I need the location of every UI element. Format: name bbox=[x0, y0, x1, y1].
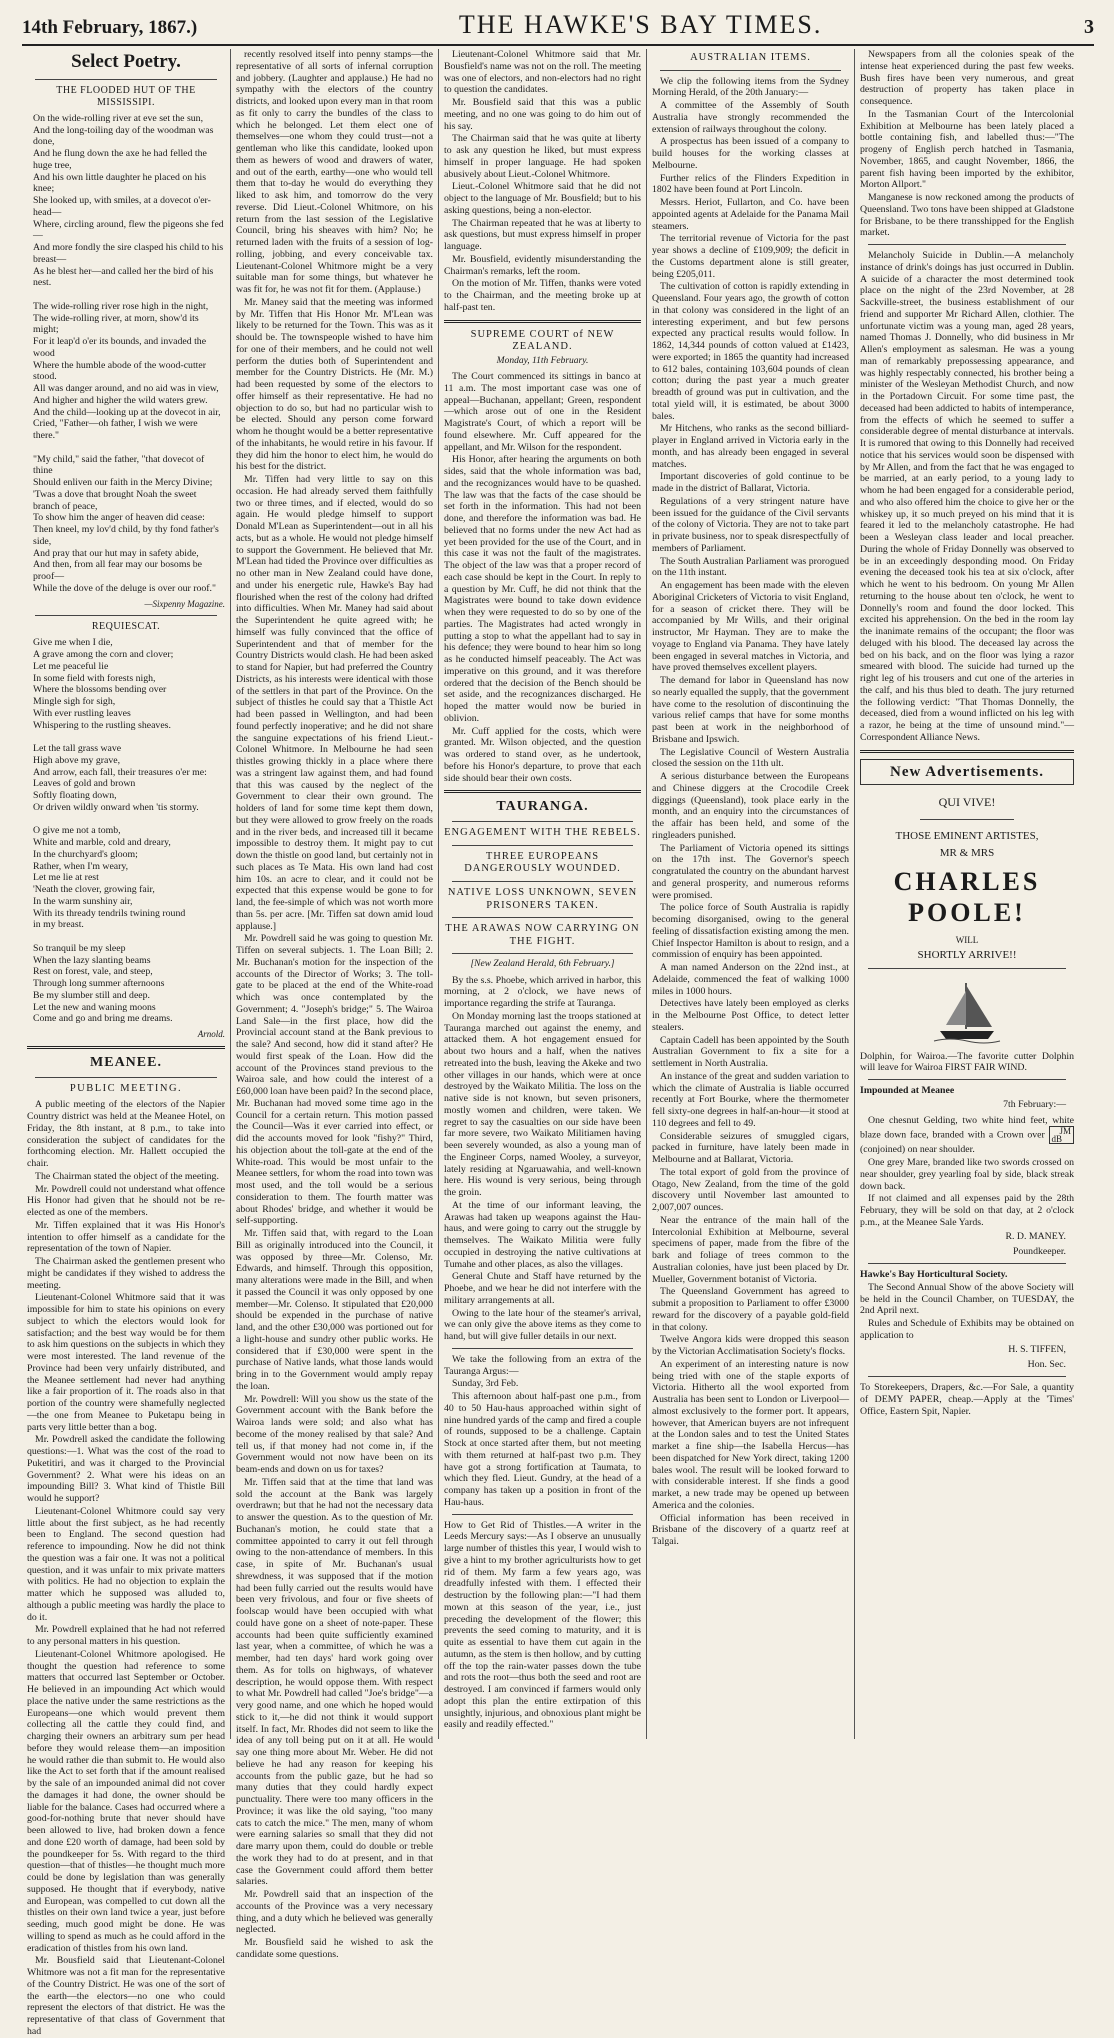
australian-item: A man named Anderson on the 22nd inst., at Adelaide, commenced the feat of walking 1000 miles in 1000 hours. bbox=[652, 962, 849, 997]
meeting-paragraph: Lieut.-Colonel Whitmore said that he did not object to the language of Mr. Bousfield; but to his asking questions, being a non-elector. bbox=[444, 181, 641, 216]
australian-item: Mr Hitchens, who ranks as the second billiard-player in England arrived in Victoria early in the month, and has already been engaged in several matches. bbox=[652, 423, 849, 470]
impounded-ad-item-1-text: One chesnut Gelding, two white hind feet, white blaze down face, branded with a Crown over bbox=[860, 1114, 1074, 1141]
colonial-news-item: Manganese is now reckoned among the products of Queensland. Two tons have been shipped at Gladstone for Brisbane, to be there transshipped for the English market. bbox=[860, 192, 1074, 239]
tauranga-subheading-2: THREE EUROPEANS DANGEROUSLY WOUNDED. bbox=[464, 850, 621, 875]
tauranga-source: [New Zealand Herald, 6th February.] bbox=[470, 959, 615, 970]
australian-item: Messrs. Heriot, Fullarton, and Co. have been appointed agents at Adelaide for the Panama Mail steamers. bbox=[652, 197, 849, 232]
meeting-paragraph: Lieutenant-Colonel Whitmore could say very little about the first subject, as he had recently been to England. The second question had reference to impounding. Now he did not think the question was a fair one. It was not a political question, and it was unfair to mix private matters with politics. He had no objection to explain the matter which he supposed was alluded to, although a public meeting was hardly the place to do it. bbox=[27, 1505, 225, 1623]
australian-items-heading: AUSTRALIAN ITEMS. bbox=[690, 52, 811, 63]
meeting-paragraph: Mr. Bousfield said he wished to ask the candidate some questions. bbox=[236, 1937, 433, 1960]
australian-item: Further relics of the Flinders Expedition in 1802 have been found at Port Lincoln. bbox=[652, 172, 849, 196]
meanee-heading: MEANEE. bbox=[90, 1054, 162, 1070]
australian-item: The Parliament of Victoria opened its sittings on the 17th inst. The Governor's speech congratulated the country on the abundant harvest and general prosperity, and numerous reforms were promised. bbox=[652, 842, 849, 901]
argus-paragraph: This afternoon about half-past one p.m., from 40 to 50 Hau-haus approached within sight of nine hundred yards of the camp and fired a couple of rounds, supposed to be a challenge. Captain Stock at once started after them, but not meeting with them returned at half-past two p.m. They have got a strong fortification at Taumata, to which they fled. Lieut. Gundry, at the head of a company has taken up a position in front of the Hau-haus. bbox=[444, 1391, 641, 1508]
tauranga-paragraph: By the s.s. Phoebe, which arrived in harbor, this morning, at 2 o'clock, we have news of importance regarding the strife at Tauranga. bbox=[444, 974, 641, 1010]
meeting-paragraph: A public meeting of the electors of the Napier Country district was held at the Meanee Hotel, on Friday, the 8th instant, at 8 p.m., to take into consideration the subject of candidates for the forthcoming election. Mr. Hallett occupied the chair. bbox=[27, 1099, 225, 1170]
meeting-paragraph: Mr. Powdrell explained that he had not referred to any personal matters in his question. bbox=[27, 1624, 225, 1648]
dolphin-ad: Dolphin, for Wairoa.—The favorite cutter Dolphin will leave for Wairoa FIRST FAIR WIND. bbox=[860, 1050, 1074, 1074]
court-paragraph: His Honor, after hearing the arguments on both sides, said that the whole information was bad, and the recognizances would have to be quashed. The law was that the facts of the case should be set forth in the information. This had not been done, and therefore the information was bad. He believed that no forms under the new Act had as yet been provided for the use of the Court, and in this case it was not the fault of the magistrates. The object of the law was that a proper record of each case should be kept in the Court. In reply to a question by Mr. Cuff, he did not think that the Magistrates were bound to take down evidence when they were requested to do so by one of the parties. The Magistrates had acted wrongly in putting a stop to what the appellant had to say in his defence; they were bound to hear him so long as he conducted himself peaceably. The Act was imperative on this ground, and it was therefore ordered that the decision of the Bench should be set aside, and the recognizances discharged. He hoped the matter would now be buried in oblivion. bbox=[444, 454, 641, 724]
suicide-article: Melancholy Suicide in Dublin.—A melancholy instance of drink's doings has just occurred in Dublin. A suicide of a character the most determined took place on the night of the 23rd November, at 28 Sackville-street, the business establishment of our friend and supporter Mr Richard Allen, clothier. The unfortunate victim was a young man, aged 28 years, named Thomas J. Donnelly, who did business in Mr Allen's employment as salesman. He was a young man of remarkably prepossessing appearance, and was highly respectably connected, his brother being a minister of the Wesleyan Methodist Church, and now in the Portadown Circuit. For some time past, the deceased had been addicted to habits of intemperance, from the effects of which he seemed to suffer a considerable degree of mental disturbance at intervals. It is rumored that owing to this Donnelly had received notice that his services would soon be dispensed with by Mr Allen, and from the fact that he was engaged to be married, at an early period, to a young lady to whom he had been engaged for a considerable period, and who also offered him the choice to give her or the whiskey up, it so much preyed on his mind that it is feared it led to the melancholy catastrophe. He had been a Wesleyan class leader and local preacher. During the whole of Friday Donnelly was observed to be in an exceedingly desponding mood. On Friday evening the deceased took his tea at six o'clock, after which he went to his bedroom. On young Mr Allen returning to the house about ten o'clock, he went to Donnelly's room and found the door locked. This excited his apprehension. On the bed in the room lay the inanimate remains of the occupant; the floor was deluged with his blood. The deceased lay across the bed on his back, and on the floor was lying a razor smeared with blood. The suicide had turned up the right leg of his trousers and cut one of the arteries in the calf, and his thus bled to death. The jury returned the following verdict: "That Thomas Donnelly, the deceased, died from a wound inflicted on his leg with a razor, he being at the time of unsound mind."—Correspondent Alliance News. bbox=[860, 250, 1074, 743]
australian-item: We clip the following items from the Sydney Morning Herald, of the 20th January:— bbox=[652, 75, 849, 99]
impounded-ad-title: Poundkeeper. bbox=[1012, 1246, 1066, 1258]
impounded-ad-item-2: One grey Mare, branded like two swords crossed on near shoulder, grey yearling foal by side, black streak down back. bbox=[860, 1157, 1074, 1192]
australian-item: An experiment of an interesting nature is now being tried with one of the staple exports of Victoria. Hitherto all the wool exported from Australia has been sent to London or Liverpool—almost exclusively to the former port. It appears, however, that American buyers are not infrequent at the London sales and to test the United States market a fine ship—the Isabella Hercus—has been dispatched for New York direct, taking 1200 bales wool. The result will be looked forward to with considerable interest. If she finds a good market, a new trade may be opened up between America and the colonies. bbox=[652, 1358, 849, 1511]
poole-ad-name: CHARLES POOLE! bbox=[893, 867, 1041, 928]
meeting-paragraph: Mr. Bousfield said that this was a public meeting, and no one was going to do him out of his say. bbox=[444, 97, 641, 132]
meeting-report-continued bbox=[444, 49, 641, 314]
tauranga-heading: TAURANGA. bbox=[496, 799, 589, 815]
meeting-paragraph: Lieutenant-Colonel Whitmore said that Mr. Bousfield's name was not on the roll. The meeting was one of electors, and non-electors had no right to question the candidates. bbox=[444, 49, 641, 96]
tauranga-paragraph: On Monday morning last the troops stationed at Tauranga marched out against the enemy, and attacked them. A hot engagement ensued for about two hours and a half, when the natives retreated into the bush, leaving the Akeke and two other villages in our hands, which were at once destroyed by the Waikato Militia. The loss on the native side is not known, but seven prisoners, mostly women and children, were taken. We regret to say the casualties on our side have been far more severe, two Waikato Militiamen having been severely wounded, as also a young man of the Engineer Corps, named Wooley, a surveyor, lately residing at Ngaruawahia, and well-known here. His wound is very serious, being through the groin. bbox=[444, 1010, 641, 1199]
australian-item: A serious disturbance between the Europeans and Chinese diggers at the Crocodile Creek diggings (Queensland), took place early in the month, and an enquiry into the circumstances of the affair has been held, and some of the ringleaders punished. bbox=[652, 771, 849, 841]
court-date: Monday, 11th February. bbox=[496, 355, 589, 366]
australian-item: Detectives have lately been employed as clerks in the Melbourne Post Office, to detect letter stealers. bbox=[652, 998, 849, 1033]
australian-item: The police force of South Australia is rapidly becoming disorganised, owing to the general feeling of dissatisfaction existing among the men. Chief Inspector Hamilton is about to resign, and a commission of enquiry has been appointed. bbox=[652, 902, 849, 961]
poem-title: THE FLOODED HUT OF THE MISSISSIPI. bbox=[56, 84, 196, 108]
newspaper-title: THE HAWKE'S BAY TIMES. bbox=[458, 10, 823, 39]
meeting-paragraph: Mr. Bousfield, evidently misunderstanding the Chairman's remarks, left the room. bbox=[444, 253, 641, 277]
australian-item: The Legislative Council of Western Australia closed the session on the 11th ult. bbox=[652, 746, 849, 770]
tauranga-subheading-3: NATIVE LOSS UNKNOWN, SEVEN PRISONERS TAKEN. bbox=[447, 886, 638, 911]
tauranga-paragraph: At the time of our informant leaving, the Arawas had taken up weapons against the Hau-haus, and were going to carry out the struggle by themselves. The Waikato Militia were fully occupied in destroying the native cultivations at Tumahe and other places, as also the villages. bbox=[444, 1199, 641, 1270]
meeting-paragraph: On the motion of Mr. Tiffen, thanks were voted to the Chairman, and the meeting broke up at half-past ten. bbox=[444, 278, 641, 313]
meeting-paragraph: The Chairman said that he was quite at liberty to ask any question he liked, but must express himself in proper language. He had spoken abusively about Lieut.-Colonel Whitmore. bbox=[444, 133, 641, 180]
impounded-ad-signature: R. D. MANEY. bbox=[1005, 1230, 1066, 1242]
meeting-paragraph: Mr. Powdrell could not understand what offence His Honor had given that he should not be re-elected as one of the members. bbox=[27, 1183, 225, 1219]
brand-note: (conjoined) bbox=[860, 1144, 906, 1156]
poem-text-requiescat: Give me when I die, A grave among the corn and clover; Let me peaceful lie In some field with forests nigh, Where the blossoms bending over Mingle sigh for sigh, With ever rustling leaves Whispering to the rustling sheaves. Let the tall grass wave High above my grave, And arrow, each fall, their treasures o'er me: Leaves of gold and brown Softly floating down, Or driven wildly onward when 'tis stormy. O give me not a tomb, White and marble, cold and dreary, In the churchyard's gloom; Rather, when I'm weary, Let me lie at rest 'Neath the clover, growing fair, In the warm sunshiny air, With its thready tendrils twining round in my breast. So tranquil be my sleep When the lazy slanting beams Rest on forest, vale, and steep, Through long summer afternoons Be my slumber still and deep. Let the new and waning moons Come and go and bring me dreams. bbox=[33, 637, 207, 1025]
australian-item: The demand for labor in Queensland has now so nearly equalled the supply, that the government have come to the resolution of discontinuing the various relief camps that have for some months past been at work in the neighborhood of Brisbane and Ipswich. bbox=[652, 675, 849, 745]
australian-item: Considerable seizures of smuggled cigars, packed in furniture, have lately been made in Melbourne and at Ballarat, Victoria. bbox=[652, 1130, 849, 1166]
meeting-paragraph: Mr. Powdrell: Will you show us the state of the Government account with the Bank before the Wairoa lands were sold; and also what has become of the money realised by that sale? And tell us, if that money had not come in, if the Government would not now have been on its beam-ends and down on us for taxes? bbox=[236, 1393, 433, 1475]
australian-item: A committee of the Assembly of South Australia have strongly recommended the extension of railways throughout the colony. bbox=[652, 100, 849, 135]
poem-text: On the wide-rolling river at eve set the sun, And the long-toiling day of the woodman was done, And he flung down the axe he had felled the huge tree, And his own little daughter he placed on his knee; She looked up, with smiles, at a dovecot o'er-head— Where, circling around, flew the pigeons she fed— And more fondly the sire clasped his child to his breast— As he blest her—and called her the bird of his nest. The wide-rolling river rose high in the night, The wide-rolling river, at morn, show'd its might; For it leap'd o'er its bounds, and invaded the wood Where the humble abode of the wood-cutter stood. All was danger around, and no aid was in view, And higher and higher the wild waters grew. And the child—looking up at the dovecot in air, Cried, "Father—oh father, I wish we were there." "My child," said the father, "that dovecot of thine Should enliven our faith in the Mercy Divine; 'Twas a dove that brought Noah the sweet branch of peace, To show him the anger of heaven did cease: Then kneel, my lov'd child, by thy fond father's side, And pray that our hut may in safety abide, And then, from all fear may our bosoms be proof— While the dove of the deluge is over our roof." bbox=[33, 112, 224, 594]
column-5 bbox=[854, 49, 1079, 1739]
meeting-paragraph: Mr. Powdrell said that an inspection of the accounts of the Province was a very necessary thing, and a duty which he believed was generally neglected. bbox=[236, 1889, 433, 1936]
brand-bottom: dB bbox=[1051, 1134, 1063, 1145]
meeting-paragraph: The Chairman repeated that he was at liberty to ask questions, but must express himself in proper language. bbox=[444, 217, 641, 252]
impounded-ad-heading: Impounded at Meanee bbox=[860, 1085, 955, 1097]
brand-mark bbox=[1049, 1126, 1075, 1144]
poole-ad-line-5: SHORTLY ARRIVE!! bbox=[917, 949, 1017, 962]
meeting-paragraph: Mr. Bousfield said that Lieutenant-Colonel Whitmore was not a fit man for the representative of the Country District. He was one of the sort of the earth—the electors—no one who could represent the electors of that district. He was the representative of that class of Government that had bbox=[27, 1955, 225, 2037]
australian-item: The South Australian Parliament was prorogued on the 11th instant. bbox=[652, 555, 849, 579]
australian-item: Twelve Angora kids were dropped this season by the Victorian Acclimatisation Society's flocks. bbox=[652, 1334, 849, 1358]
meeting-paragraph: Lieutenant-Colonel Whitmore said that it was impossible for him to state his opinions on every subject to which the electors would look for satisfaction; and the best way would be for them to ask him questions on the subjects in which they were most interested. The land revenue of the Province had been very unfairly distributed, and the Meanee settlement had never had anything like a fair proportion of it. The roads also in that portion of the country were shamefully neglected—the one from Meanee to Puketapu being in parts very little better than a bog. bbox=[27, 1292, 225, 1433]
horticultural-ad-heading: Hawke's Bay Horticultural Society. bbox=[860, 1269, 1008, 1281]
meeting-paragraph: The Chairman stated the object of the meeting. bbox=[35, 1170, 219, 1182]
tauranga-subheading-4: THE ARAWAS NOW CARRYING ON THE FIGHT. bbox=[445, 923, 640, 947]
meeting-paragraph: Mr. Maney said that the meeting was informed by Mr. Tiffen that His Honor Mr. M'Lean was likely to be returned for the Town. This was as it should be. The townspeople wished to have him for one of their members, and he could not well perform the duties both of Superintendent and member for the Country Districts. He (Mr. M.) had been requested by some of the electors to offer himself as their representative. He had no objection to do so, but had no particular wish to be elected. Should any person come forward whom he thought would be a better representative of the inhabitants, he would retire in his favour. If they did him the honor to elect him, he would do his best for the district. bbox=[236, 296, 433, 473]
poole-ad-line-4: WILL bbox=[955, 934, 979, 945]
australian-item: Captain Cadell has been appointed by the South Australian Government to fix a site for a settlement in North Australia. bbox=[652, 1034, 849, 1070]
poem-credit-requiescat: Arnold. bbox=[197, 1029, 225, 1040]
court-report bbox=[444, 371, 641, 784]
meeting-paragraph: Mr. Tiffen said that at the time that land was sold the account at the Bank was largely overdrawn; but that he had not the necessary data to answer the question. As to the question of Mr. Buchanan's motion, he could state that a committee appointed to carry it out fell through owing to the non-attendance of members. In this case, in spite of Mr. Buchanan's usual shrewdness, it was supposed that if the motion had been fully carried out the results would have been very frivolous, and four or five sheets of foolscap would have been occupied with what could have gone on a sheet of note-paper. These accounts had been quite sufficiently examined last year, when a committee, of which he was a member, had ten days' hard work going over them. As for tolls on highways, of whatever description, he would oppose them. With respect to what Mr. Powdrell had called "Joe's bridge"—a very good name, and one which he hoped would stick to it,—he did not think it would support itself. In fact, Mr. Rhodes did not seem to like the idea of any toll being put on it at all. He would say one thing more about Mr. Weber. He did not believe he had any reason for keeping his accounts from the public gaze, but he had so many duties that they could hardly expect punctuality. There were too many officers in the Province; it was like the old saying, "too many cats to catch the mice." The men, many of whom were earning salaries so small that they did not dare marry upon them, could do double or treble the work they had to do at present, and in that case the Government could afford them better salaries. bbox=[236, 1476, 433, 1888]
australian-item: A prospectus has been issued of a company to build houses for the working classes at Melbourne. bbox=[652, 136, 849, 171]
masthead bbox=[22, 10, 1094, 46]
poole-ad-line-2: THOSE EMINENT ARTISTES, bbox=[895, 829, 1039, 842]
storekeepers-ad: To Storekeepers, Drapers, &c.—For Sale, a quantity of DEMY PAPER, cheap.—Apply at the 'Times' Office, Eastern Spit, Napier. bbox=[860, 1382, 1074, 1417]
colonial-news-item: In the Tasmanian Court of the Intercolonial Exhibition at Melbourne has been lately placed a bottle containing fish, and labelled thus:—"The progeny of English perch hatched in Tasmania, November, 1865, and caught November, 1866, the parent fish having been imported by the exhibitor, Morton Allport." bbox=[860, 108, 1074, 191]
court-heading: SUPREME COURT of NEW ZEALAND. bbox=[470, 328, 615, 353]
australian-item: Official information has been received in Brisbane of the discovery of a quartz reef at Talgai. bbox=[652, 1512, 849, 1548]
horticultural-ad-body-2: Rules and Schedule of Exhibits may be obtained on application to bbox=[860, 1318, 1074, 1341]
meeting-paragraph: Mr. Tiffen explained that it was His Honor's intention to offer himself as a candidate for the representation of the town of Napier. bbox=[27, 1219, 225, 1255]
column-3 bbox=[438, 49, 646, 1739]
meeting-paragraph: Mr. Powdrell said he was going to question Mr. Tiffen on several subjects. 1. The Loan Bill; 2. Mr. Buchanan's motion for the inspection of the accounts of the Director of Works; 3. The toll-gate to be placed at the end of the White-road which was once contemplated by the Government; 4. "Joseph's bridge;" 5. The Wairoa Land Sale—in the first place, how did the Provincial account stand at the Bank previous to the sale? And second, how did it stand after? He would first speak of the Loan. How did the account of the Provinces stand previous to the Wairoa sale, and how could the interest of a £60,000 loan have been paid? In the second place, Mr. Buchanan had moved some time ago in the Council for a certain return. This motion passed the Council—Was it ever carried into effect, or did the accounts moved for look "fishy?" Third, his objection about the toll-gate at the end of the White-road. This would be most unfair to the Meanee settlers, for whom the road into town was most used, and the toll would be a serious consideration to them. The fourth matter was about Rhodes' bridge, and whether it would be self-supporting. bbox=[236, 933, 433, 1227]
column-2 bbox=[230, 49, 438, 1960]
section-heading-poetry: Select Poetry. bbox=[71, 51, 181, 72]
column-1 bbox=[22, 49, 230, 2037]
ship-icon bbox=[932, 977, 1002, 1047]
australian-item: Near the entrance of the main hall of the Intercolonial Exhibition at Melbourne, several specimens of paper, made from the fibre of the bark and foliage of trees common to the Australian colonies, have just been placed by Dr. Mueller, Government botanist of Victoria. bbox=[652, 1214, 849, 1285]
court-paragraph: Mr. Cuff applied for the costs, which were granted. Mr. Wilson objected, and the question was ordered to stand over, as he undertook, before his Honor's departure, to prove that each side should bear their own costs. bbox=[444, 725, 641, 784]
page-number: 3 bbox=[1084, 16, 1094, 38]
australian-item: An engagement has been made with the eleven Aboriginal Cricketers of Victoria to visit England, for a season of cricket there. They will be accompanied by Mr Wills, and their original instructor, Mr Hayman. They are to make the voyage to England via Panama. They have lately been engaged in several matches in Victoria, and have proved themselves excellent players. bbox=[652, 580, 849, 674]
tauranga-paragraph: Owing to the late hour of the steamer's arrival, we can only give the above items as they come to hand, but will give fuller details in our next. bbox=[444, 1307, 641, 1343]
poole-ad-line-1: QUI VIVE! bbox=[938, 794, 996, 809]
columns bbox=[22, 49, 1094, 2037]
poem-credit: —Sixpenny Magazine. bbox=[144, 598, 225, 609]
impounded-ad-note: If not claimed and all expenses paid by the 28th February, they will be sold on that day, at 2 o'clock p.m., at the Meanee Sale Yards. bbox=[860, 1193, 1074, 1228]
issue-date: 14th February, 1867.) bbox=[22, 17, 198, 38]
argus-paragraph: Sunday, 3rd Feb. bbox=[452, 1378, 519, 1390]
australian-item: The cultivation of cotton is rapidly extending in Queensland. Four years ago, the growth of cotton in that colony was considered in the light of an interesting experiment, and but few persons expected any practical results would follow. In 1862, 14,344 pounds of cotton valued at £1423, were exported; in 1865 the quantity had increased to 612 bales, containing 103,604 pounds of clean cotton; during the past year a much greater breadth of ground was put in cultivation, and the total yield will, it is estimated, be about 3000 bales. bbox=[652, 281, 849, 422]
tauranga-subheading-1: ENGAGEMENT WITH THE REBELS. bbox=[444, 827, 641, 839]
brand-top: JM bbox=[1059, 1126, 1072, 1137]
colonial-news-item: Newspapers from all the colonies speak of the intense heat experienced during the past few weeks. Bush fires have been very numerous, and great destruction of property has taken place in consequence. bbox=[860, 49, 1074, 107]
colonial-news bbox=[860, 49, 1074, 239]
poole-ad-line-3: MR & MRS bbox=[939, 847, 995, 860]
poem-title-requiescat: REQUIESCAT. bbox=[91, 621, 161, 633]
tauranga-report bbox=[444, 975, 641, 1343]
australian-item: An instance of the great and sudden variation to which the climate of Australia is liable occurred recently at Fort Bourke, where the thermometer fell sixty-one degrees in half-an-hour—it stood at 110 degrees and fell to 49. bbox=[652, 1070, 849, 1129]
meeting-report bbox=[27, 1099, 225, 2037]
australian-item: The Queensland Government has agreed to submit a proposition to Parliament to offer £3000 reward for the discovery of a payable gold-field in that colony. bbox=[652, 1286, 849, 1333]
horticultural-ad-title: Hon. Sec. bbox=[1027, 1359, 1066, 1371]
impounded-ad-date: 7th February:— bbox=[1003, 1098, 1066, 1110]
meeting-paragraph: Mr. Tiffen said that, with regard to the Loan Bill as originally introduced into the Council, it was opposed by three—Mr. Colenso, Mr. Edwards, and himself. Through this opposition, many alterations were made in the Bill, and when it passed the Council it was only opposed by one member—Mr. Colenso. It stipulated that £20,000 should be expended in the purchase of native land, and the other £30,000 was portioned out for a light-house and sundry other public works. He considered that if £30,000 were spent in the purchase of Native lands, what those lands would bring in to the Government would amply repay the loan. bbox=[236, 1228, 433, 1392]
australian-item: Important discoveries of gold continue to be made in the district of Ballarat, Victoria. bbox=[652, 471, 849, 495]
meeting-paragraph: Mr. Tiffen had very little to say on this occasion. He had already served them faithfully two or three times, and if elected, would do so again. He would pledge himself to support Donald M'Lean as Superintendent—out in all his acts, but as a whole. He would not pledge himself to support the Government. He believed that Mr. M'Lean had tided the Province over difficulties as no other man in New Zealand could have done, and under his energetic rule, Hawke's Bay had flourished when the rest of the colony had drifted into difficulties. When Mr. Maney had said about the Superintendent he quite agreed with; he himself was fully convinced that the office of Superintendent and that of member for the Country Districts would clash. He had been asked to stand for Napier, but had preferred the Country Districts, as his interests were identical with those of the settlers in that part of the Province. On the subject of thistles he could say that a Thistle Act had been passed in Wellington, and had been found perfectly inoperative; and he did not share the sanguine expectations of his friend Lieut.-Colonel Whitmore. In Melbourne he had seen thistles growing thickly in a place where there was a stringent law against them, and had found that this was caused by the neglect of the Government to clear their own ground. The holders of land for some time kept them down, but they were allowed to grow freely on the roads and in the river beds, and increased till it became impossible to destroy them. It might pay to cut down the thistle on good land, but certainly not in such places as Te Mata. His own land had cost him 10s. an acre to clear, and it could not be expected that this expense would be gone to for land, the fee-simple of which was not worth more than 5s. per acre. [Mr. Tiffen sat down amid loud applause.] bbox=[236, 474, 433, 932]
impounded-ad-item-1-end: on near shoulder. bbox=[907, 1144, 975, 1156]
impounded-ad-item-1 bbox=[860, 1115, 1074, 1157]
meeting-paragraph: The Chairman asked the gentlemen present who might be candidates if they wished to address the meeting. bbox=[27, 1256, 225, 1291]
column-4 bbox=[646, 49, 854, 1739]
court-paragraph: The Court commenced its sittings in banco at 11 a.m. The most important case was one of appeal—Buchanan, appellant; Green, respondent—which arose out of one in the Resident Magistrate's Court, of which a report will be found elsewhere. Mr. Cuff appeared for the appellant, and Mr. Wilson for the respondent. bbox=[444, 371, 641, 453]
australian-item: Regulations of a very stringent nature have been issued for the guidance of the Civil servants of the colony of Victoria. They are not to take part in private business, nor to speak disrespectfully of members of Parliament. bbox=[652, 495, 849, 554]
argus-paragraph: We take the following from an extra of the Tauranga Argus:— bbox=[444, 1353, 641, 1377]
australian-items bbox=[652, 76, 849, 1548]
horticultural-ad-body: The Second Annual Show of the above Society will be held in the Council Chamber, on TUESDAY, the 2nd April next. bbox=[860, 1281, 1074, 1317]
new-advertisements-heading: New Advertisements. bbox=[860, 759, 1074, 785]
argus-extract bbox=[444, 1354, 641, 1509]
meeting-paragraph: Mr. Powdrell asked the candidate the following questions:—1. What was the cost of the road to Puketitiri, and was it charged to the Provincial Government? 2. What were his ideas on an impounding Bill? 3. What kind of Thistle Bill would he support? bbox=[27, 1434, 225, 1505]
meeting-heading: PUBLIC MEETING. bbox=[69, 1082, 183, 1094]
horticultural-ad-signature: H. S. TIFFEN, bbox=[1008, 1343, 1066, 1355]
australian-item: The territorial revenue of Victoria for the past year shows a decline of £109,909; the deficit in the Customs department alone is still greater, being £205,011. bbox=[652, 233, 849, 280]
meeting-paragraph: Lieutenant-Colonel Whitmore apologised. He thought the question had reference to some matters that occurred last September or October. He believed in an impounding Act which would place the native under the same restrictions as the Europeans—one which would prevent them collecting all the cattle they could find, and charging their owners an arbitrary sum per head before they would release them—an imposition he would rather die than submit to. He would also like the Act to set forth that if the amount realised by the sale of an impounded animal did not cover the damages it had done, the owner should be liable for the balance. Cases had occurred where a good-for-nothing brute that never should have been allowed to live, had broken down a fence and done £20 worth of damage, had been sold by the poundkeeper for 5s. With regard to the third question—that of thistles—he thought much more could be done by legislation than was generally supposed. He thought that if everybody, native and European, was compelled to cut down all the thistles on their own land twice a year, just before seeding, much good might be done. He was willing to spend as much as he could afford in the eradication of thistles from his own land. bbox=[27, 1648, 225, 1954]
meeting-paragraph: recently resolved itself into penny stamps—the representative of all sorts of infernal corruption and jobbery. (Laughter and applause.) He had no sympathy with the electors of the country districts, and looked upon every man in that room as fit only to carry the bundles of the class to which he belonged. Let them elect one of themselves—one whom they could trust—not a gentleman who like this candidate, looked upon them as hewers of wood and drawers of water, and out of the earth, earthy—one who would tell them that to-day he would do everything they liked to ask him, and tomorrow do the very reverse. Did Lieut.-Colonel Whitmore, on his return from the last session of the Legislative Council, bring his sheaves with him? No; he returned laden with the fruits of a session of log-rolling, jobbing, and every conceivable tax. Lieutenant-Colonel Whitmore might be a very suitable man for some things, but whatever he was fit for, he was not fit for them. (Applause.) bbox=[236, 49, 433, 295]
australian-item: The total export of gold from the province of Otago, New Zealand, from the time of the gold discovery until November last amounted to 2,007,007 ounces. bbox=[652, 1166, 849, 1214]
tauranga-paragraph: General Chute and Staff have returned by the Phoebe, and we hear he did not interfere with the military arrangements at all. bbox=[444, 1271, 641, 1306]
thistles-article: How to Get Rid of Thistles.—A writer in the Leeds Mercury says:—As I observe an unusually large number of thistles this year, I would wish to give a hint to my brother agriculturists how to get rid of them. My farm a few years ago, was dreadfully infested with them. I effected their destruction by the following plan:—"I had them mown at this season of the year, i.e., just preceding the development of the flower; this prevents the seed coming to maturity, and it is quite as essential to have them cut again in the autumn, as the stem is then hollow, and by cutting off the top the rain-water passes down the tube and rots the root—thus both the seed and root are destroyed. I am convinced if farmers would only adopt this plan the entire extirpation of this unsightly, injurious, and obnoxious plant might be easily and readily effected." bbox=[444, 1519, 641, 1731]
